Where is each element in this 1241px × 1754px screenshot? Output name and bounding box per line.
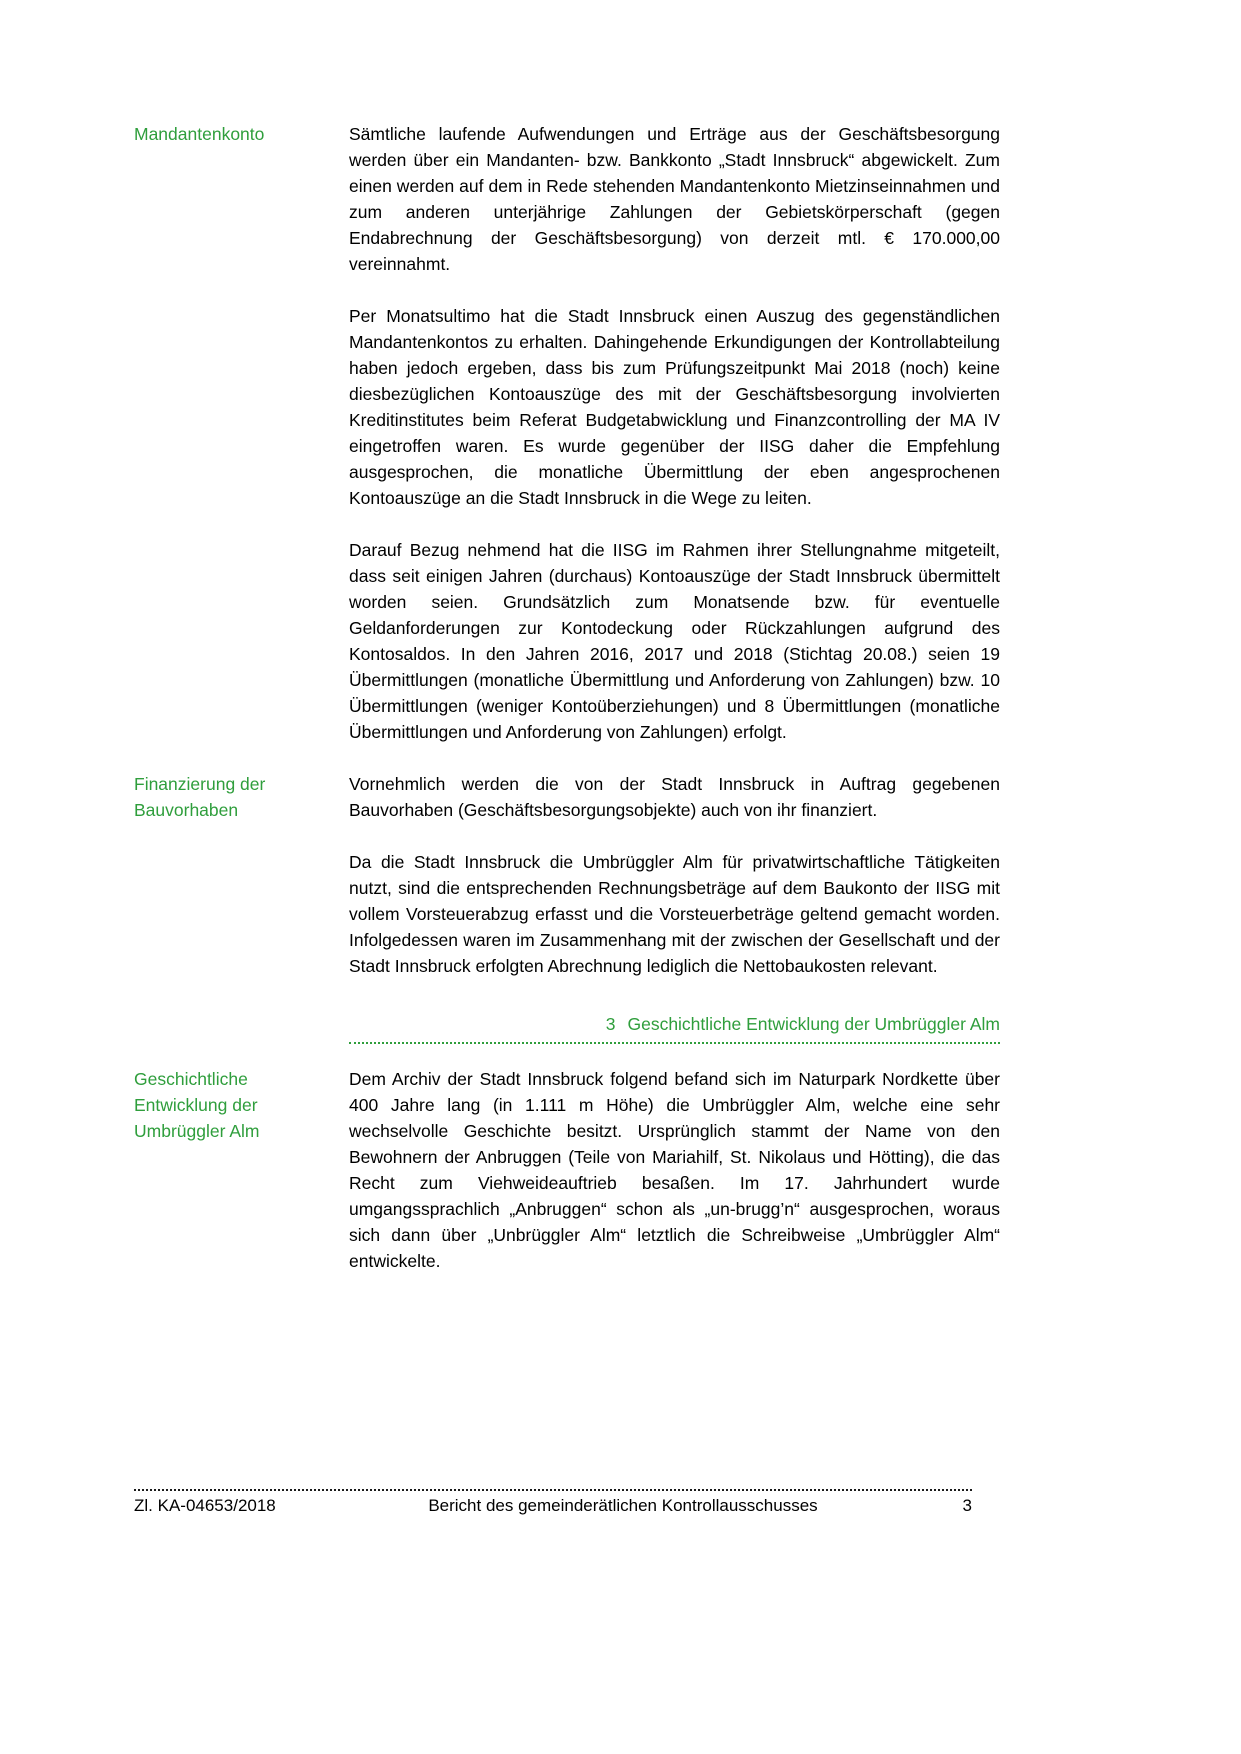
document-body — [134, 121, 1000, 1300]
section-finanzierung — [134, 771, 1000, 1005]
footer-page-number: 3 — [962, 1496, 972, 1515]
paragraph: Vornehmlich werden die von der Stadt Innsbruck in Auftrag gegebenen Bauvorhaben (Geschäftsbesorgungsobjekte) auch von ihr finanziert. — [349, 774, 1000, 820]
paragraph: Da die Stadt Innsbruck die Umbrüggler Alm für privatwirtschaftliche Tätigkeiten nutzt, sind die entsprechenden Rechnungsbeträge auf dem Baukonto der IISG mit vollem Vorsteuerabzug erfasst und die Vorsteuerbeträge geltend gemacht worden. Infolgedessen waren im Zusammenhang mit der zwischen der Gesellschaft und der Stadt Innsbruck erfolgten Abrechnung lediglich die Nettobaukosten relevant. — [349, 852, 1000, 976]
section-geschichte — [134, 1066, 1000, 1300]
page-footer — [134, 1489, 972, 1518]
section-heading-row — [134, 1005, 1000, 1066]
footer-divider-line — [134, 1489, 972, 1491]
margin-label-mandantenkonto: Mandantenkonto — [134, 124, 265, 144]
paragraph: Dem Archiv der Stadt Innsbruck folgend befand sich im Naturpark Nordkette über 400 Jahre lang (in 1.111 m Höhe) die Umbrüggler Alm, welche eine sehr wechselvolle Geschichte besitzt. Ursprünglich stammt der Name von den Bewohnern der Anbruggen (Teile von Mariahilf, St. Nikolaus und Hötting), die das Recht zum Viehweideauftrieb besaßen. Im 17. Jahrhundert wurde umgangssprachlich „Anbruggen“ schon als „un-brugg’n“ ausgesprochen, woraus sich dann über „Unbrüggler Alm“ letztlich die Schreibweise „Umbrüggler Alm“ entwickelte. — [349, 1069, 1000, 1271]
section-mandantenkonto — [134, 121, 1000, 771]
section-text-finanzierung — [349, 771, 1000, 1005]
footer-reference-number: Zl. KA-04653/2018 — [134, 1496, 276, 1515]
footer-document-title: Bericht des gemeinderätlichen Kontrollausschusses — [428, 1496, 818, 1515]
paragraph: Per Monatsultimo hat die Stadt Innsbruck einen Auszug des gegenständlichen Mandantenkontos zu erhalten. Dahingehende Erkundigungen der Kontrollabteilung haben jedoch ergeben, dass bis zum Prüfungszeitpunkt Mai 2018 (noch) keine diesbezüglichen Kontoauszüge des mit der Geschäftsbesorgung involvierten Kreditinstitutes beim Referat Budgetabwicklung und Finanzcontrolling der MA IV eingetroffen waren. Es wurde gegenüber der IISG daher die Empfehlung ausgesprochen, die monatliche Übermittlung der eben angesprochenen Kontoauszüge an die Stadt Innsbruck in die Wege zu leiten. — [349, 306, 1000, 508]
section-text-geschichte — [349, 1066, 1000, 1300]
chapter-title: Geschichtliche Entwicklung der Umbrüggler Alm — [627, 1014, 1000, 1034]
section-text-mandantenkonto — [349, 121, 1000, 771]
chapter-heading — [349, 1011, 1000, 1044]
margin-label-geschichte: Geschichtliche Entwicklung der Umbrüggler Alm — [134, 1069, 260, 1141]
paragraph: Sämtliche laufende Aufwendungen und Erträge aus der Geschäftsbesorgung werden über ein Mandanten- bzw. Bankkonto „Stadt Innsbruck“ abgewickelt. Zum einen werden auf dem in Rede stehenden Mandantenkonto Mietzinseinnahmen und zum anderen unterjährige Zahlungen der Gebietskörperschaft (gegen Endabrechnung der Geschäftsbesorgung) von derzeit mtl. € 170.000,00 vereinnahmt. — [349, 124, 1000, 274]
margin-label-finanzierung: Finanzierung der Bauvorhaben — [134, 774, 266, 820]
chapter-number: 3 — [605, 1014, 616, 1034]
paragraph: Darauf Bezug nehmend hat die IISG im Rahmen ihrer Stellungnahme mitgeteilt, dass seit einigen Jahren (durchaus) Kontoauszüge der Stadt Innsbruck übermittelt worden seien. Grundsätzlich zum Monatsende bzw. für eventuelle Geldanforderungen zur Kontodeckung oder Rückzahlungen aufgrund des Kontosaldos. In den Jahren 2016, 2017 und 2018 (Stichtag 20.08.) seien 19 Übermittlungen (monatliche Übermittlung und Anforderung von Zahlungen) bzw. 10 Übermittlungen (weniger Kontoüberziehungen) und 8 Übermittlungen (monatliche Übermittlungen und Anforderung von Zahlungen) erfolgt. — [349, 540, 1000, 742]
